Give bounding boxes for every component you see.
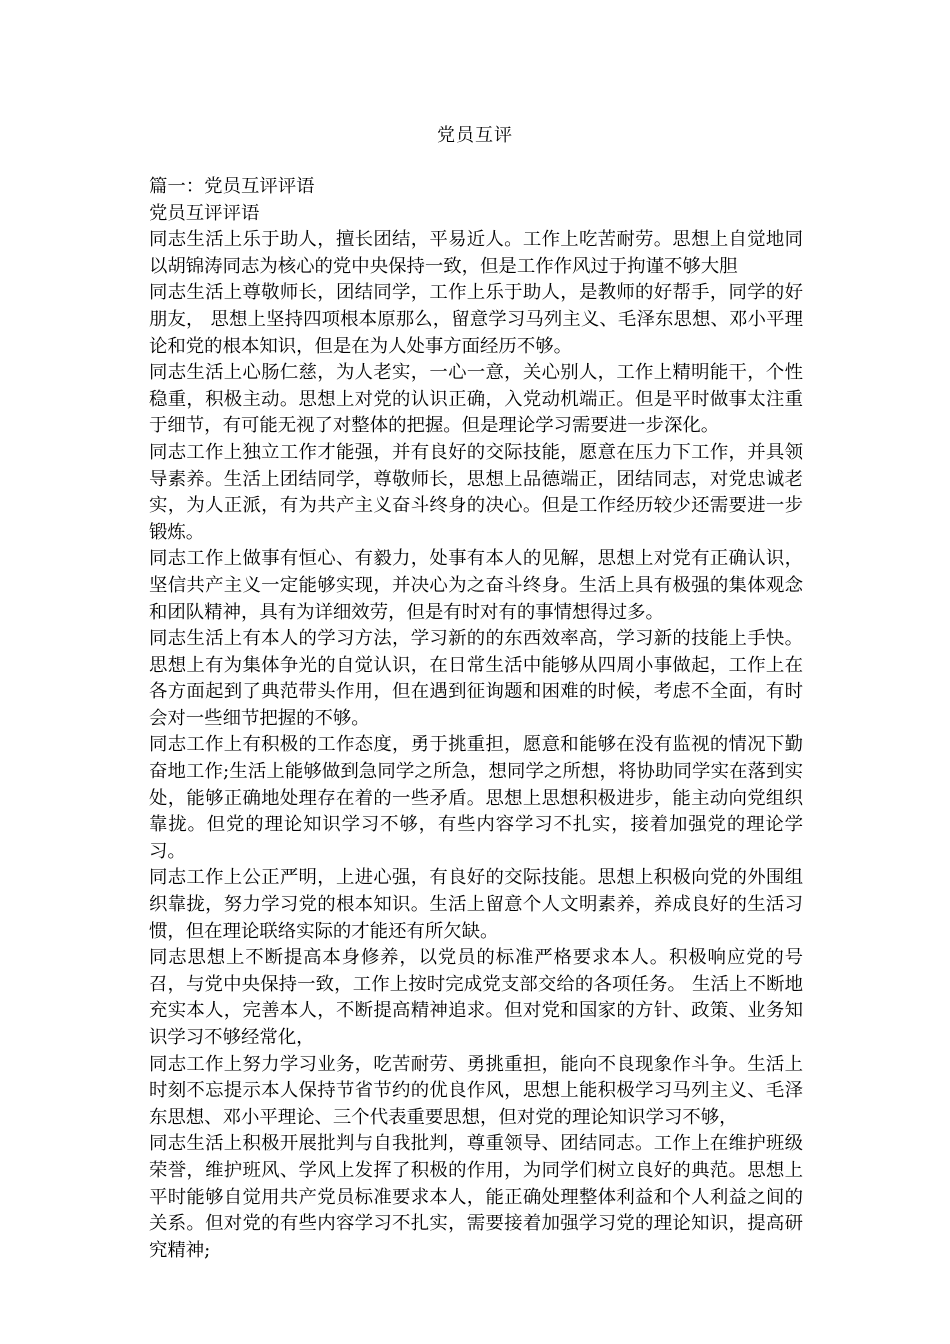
- paragraph: 同志工作上做事有恒心、有毅力，处事有本人的见解，思想上对党有正确认识，坚信共产主义一定能够实现，并决心为之奋斗终身。生活上具有极强的集体观念和团队精神，具有为详细效劳，但是有时对有的事情想得过多。: [149, 548, 803, 623]
- paragraph: 同志工作上努力学习业务，吃苦耐劳、勇挑重担，能向不良现象作斗争。生活上时刻不忘提示本人保持节省节约的优良作风，思想上能积极学习马列主义、毛泽东思想、邓小平理论、三个代表重要思想，但对党的理论知识学习不够，: [149, 1053, 803, 1128]
- paragraph: 同志工作上公正严明，上进心强，有良好的交际技能。思想上积极向党的外围组织靠拢，努力学习党的根本知识。生活上留意个人文明素养，养成良好的生活习惯，但在理论联络实际的才能还有所欠缺。: [149, 867, 803, 942]
- paragraph: 同志思想上不断提高本身修养，以党员的标准严格要求本人。积极响应党的号召，与党中央保持一致，工作上按时完成党支部交给的各项任务。 生活上不断地充实本人，完善本人，不断提高精神追求。但对党和国家的方针、政策、业务知识学习不够经常化，: [149, 947, 803, 1048]
- paragraph: 同志生活上尊敬师长，团结同学，工作上乐于助人，是教师的好帮手，同学的好朋友， 思想上坚持四项根本原那么，留意学习马列主义、毛泽东思想、邓小平理论和党的根本知识，但是在为人处事方面经历不够。: [149, 282, 803, 357]
- paragraph: 同志工作上独立工作才能强，并有良好的交际技能，愿意在压力下工作，并具领导素养。生活上团结同学，尊敬师长，思想上品德端正，团结同志，对党忠诚老实，为人正派，有为共产主义奋斗终身的决心。但是工作经历较少还需要进一步锻炼。: [149, 441, 803, 543]
- section-heading: 篇一：党员互评评语: [149, 176, 315, 197]
- paragraph: 同志生活上有本人的学习方法，学习新的的东西效率高，学习新的技能上手快。思想上有为集体争光的自觉认识，在日常生活中能够从四周小事做起，工作上在各方面起到了典范带头作用，但在遇到征询题和困难的时候，考虑不全面，有时会对一些细节把握的不够。: [149, 628, 803, 729]
- paragraph: 同志生活上乐于助人，擅长团结，平易近人。工作上吃苦耐劳。思想上自觉地同以胡锦涛同志为核心的党中央保持一致，但是工作作风过于拘谨不够大胆: [149, 229, 803, 277]
- paragraph: 同志生活上积极开展批判与自我批判，尊重领导、团结同志。工作上在维护班级荣誉，维护班风、学风上发挥了积极的作用，为同学们树立良好的典范。思想上平时能够自觉用共产党员标准要求本人，能正确处理整体利益和个人利益之间的关系。但对党的有些内容学习不扎实，需要接着加强学习党的理论知识，提高研究精神;: [149, 1133, 803, 1261]
- paragraph: 同志工作上有积极的工作态度，勇于挑重担，愿意和能够在没有监视的情况下勤奋地工作;生活上能够做到急同学之所急，想同学之所想，将协助同学实在落到实处，能够正确地处理存在着的一些矛盾。思想上思想积极进步，能主动向党组织靠拢。但党的理论知识学习不够，有些内容学习不扎实，接着加强党的理论学习。: [149, 734, 803, 862]
- subheading: 党员互评评语: [149, 202, 260, 224]
- document-title: 党员互评: [437, 125, 513, 146]
- paragraph: 同志生活上心肠仁慈，为人老实，一心一意，关心别人，工作上精明能干，个性稳重，积极主动。思想上对党的认识正确，入党动机端正。但是平时做事太注重于细节，有可能无视了对整体的把握。但是理论学习需要进一步深化。: [149, 362, 803, 437]
- document-body: [149, 174, 803, 1264]
